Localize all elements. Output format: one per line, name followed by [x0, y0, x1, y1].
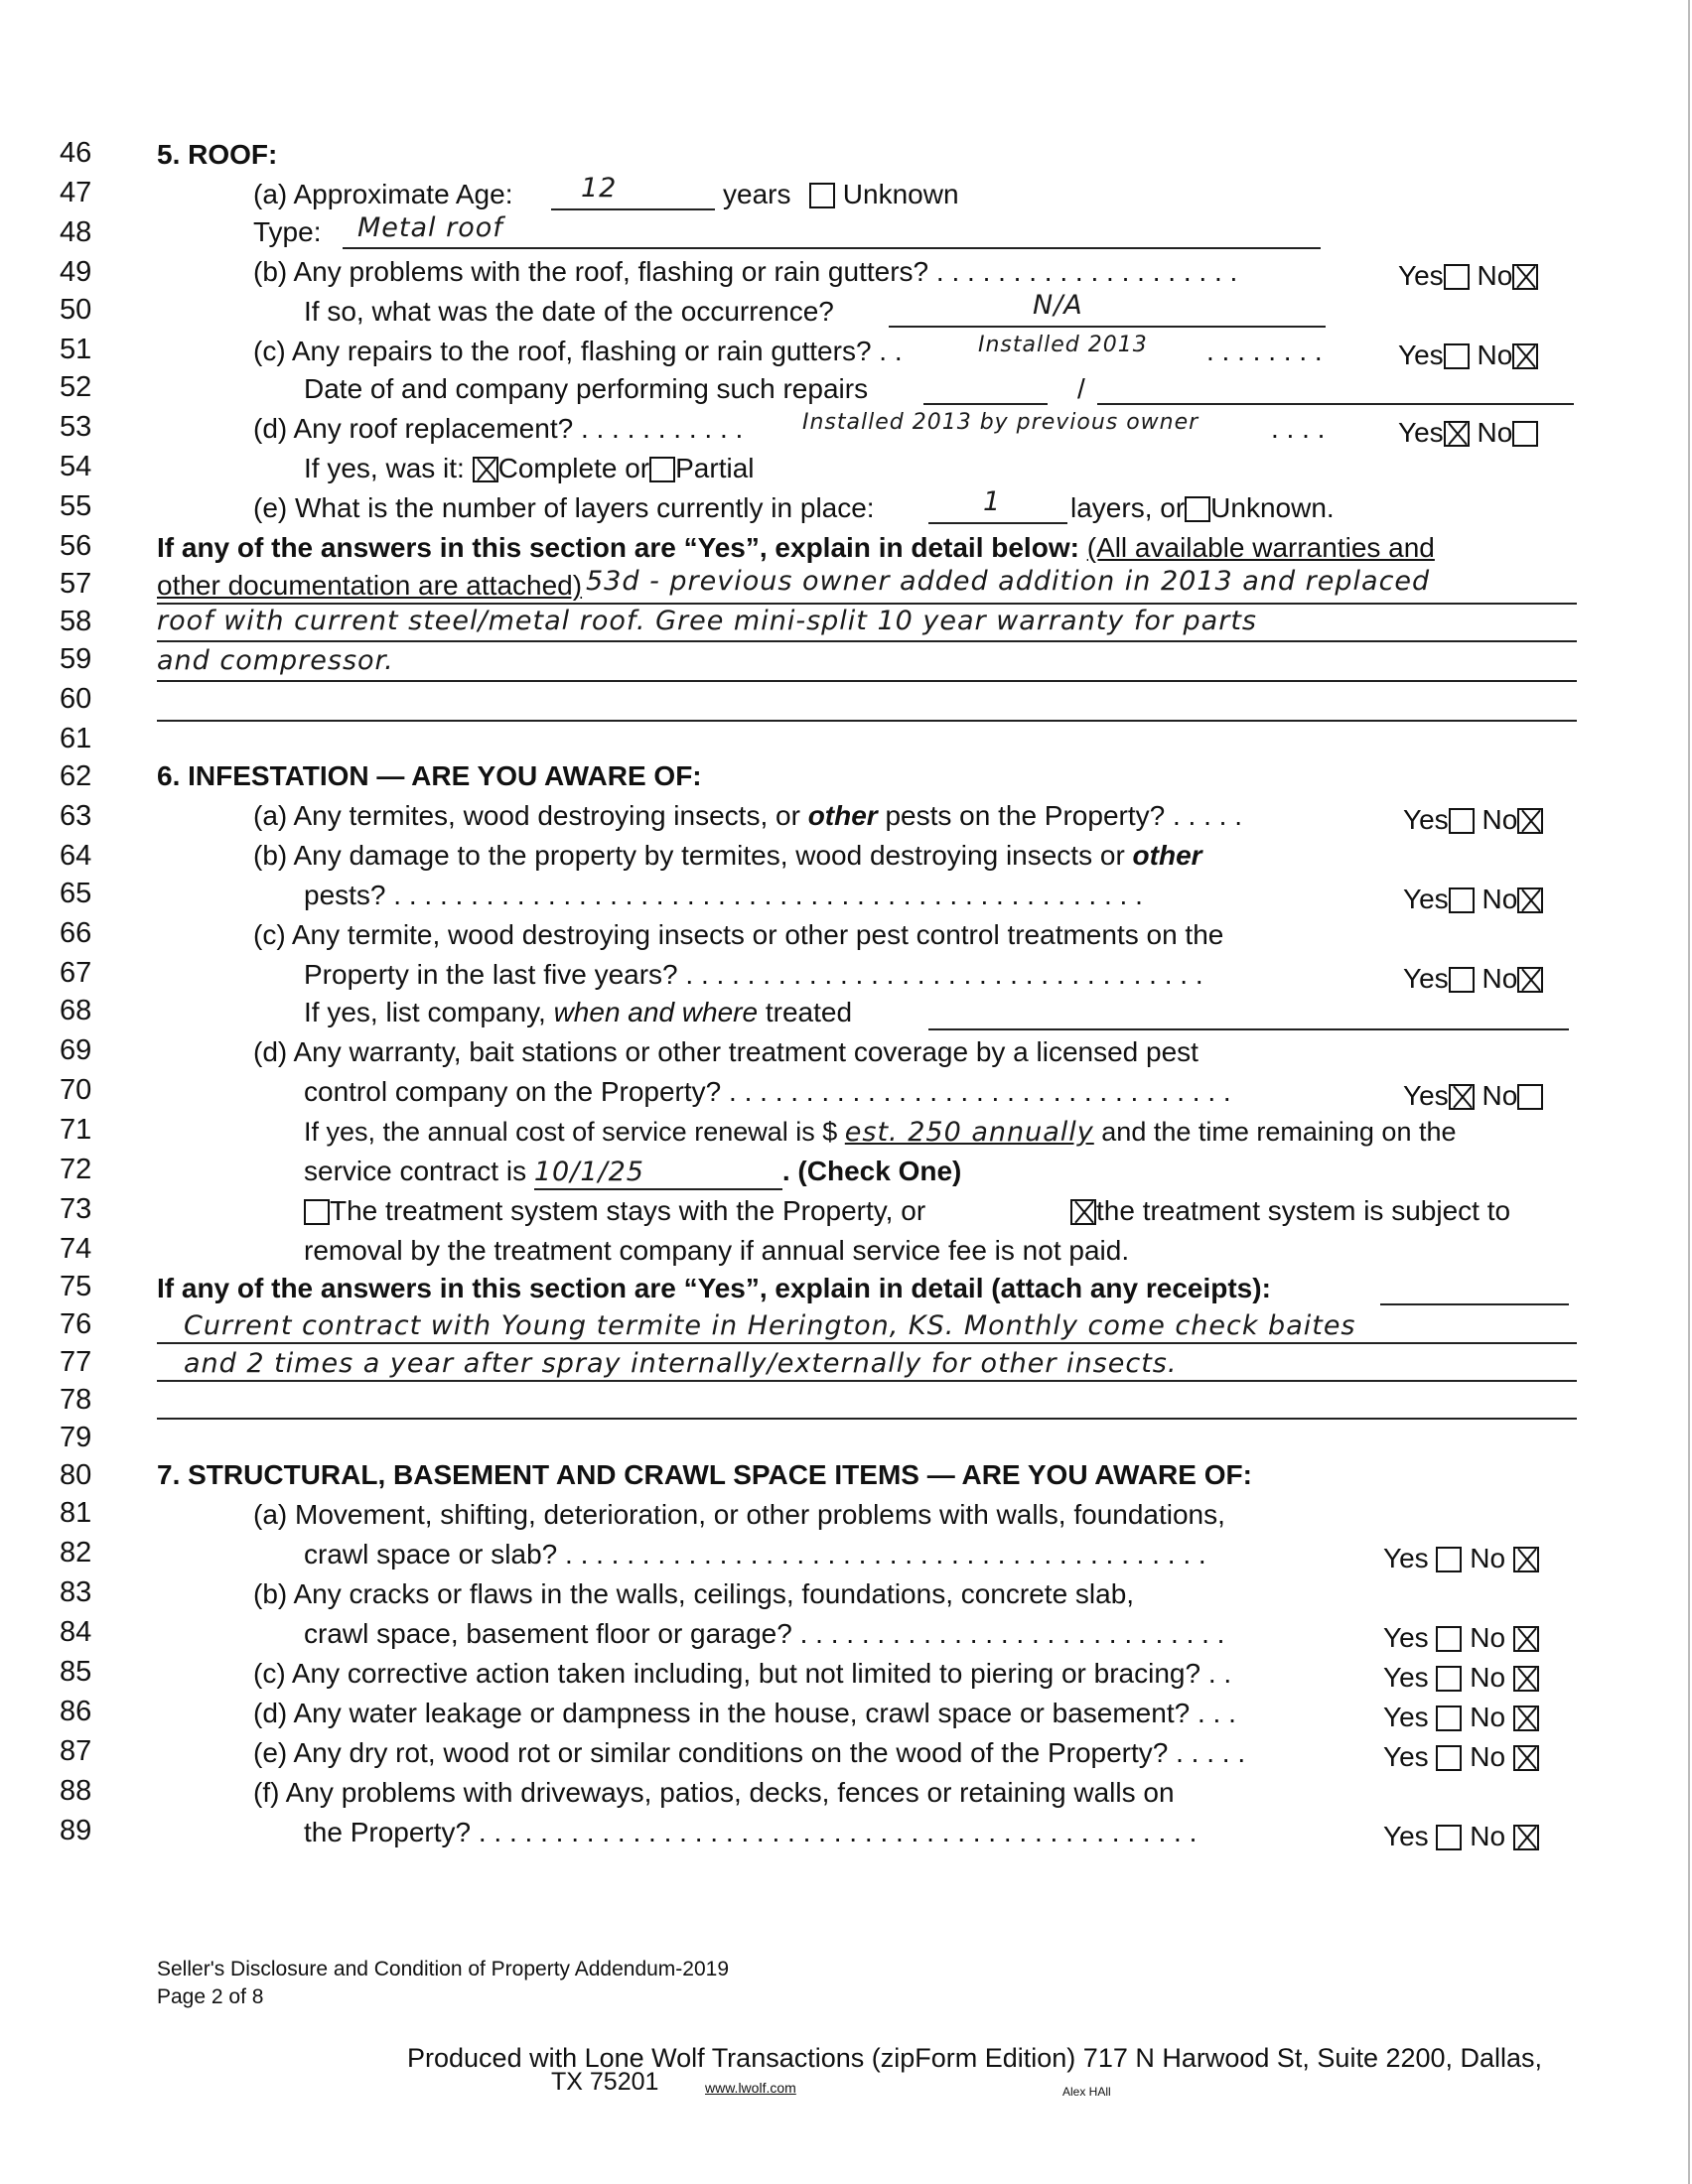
roof-age-unknown-label: Unknown [842, 179, 959, 209]
line-number: 69 [60, 1034, 92, 1066]
structural-e-yes-no: Yes No [1383, 1737, 1539, 1777]
roof-e-value[interactable]: 1 [983, 486, 1002, 517]
infestation-explain-hand-2[interactable]: and 2 times a year after spray internally/externally for other insects. [184, 1348, 1178, 1379]
roof-complete-checkbox[interactable] [473, 457, 498, 482]
infestation-d-no-checkbox[interactable] [1517, 1084, 1543, 1110]
structural-a-no-checkbox[interactable] [1513, 1547, 1539, 1572]
roof-d-dots: . . . . [1271, 413, 1326, 444]
infestation-c-yes-checkbox[interactable] [1449, 967, 1475, 993]
structural-heading: 7. STRUCTURAL, BASEMENT AND CRAWL SPACE ITEMS — ARE YOU AWARE OF: [157, 1459, 1252, 1490]
page-edge-rule [1688, 0, 1690, 2184]
structural-b-no-checkbox[interactable] [1513, 1626, 1539, 1652]
line-number: 68 [60, 995, 92, 1026]
line-number: 81 [60, 1497, 92, 1529]
roof-b-yes-no: Yes No [1398, 256, 1538, 296]
roof-age-label: (a) Approximate Age: [253, 179, 513, 209]
line-number: 55 [60, 490, 92, 522]
line-number: 88 [60, 1775, 92, 1807]
infestation-a-yes-checkbox[interactable] [1449, 808, 1475, 834]
infestation-d-yes-checkbox[interactable] [1449, 1084, 1475, 1110]
roof-explain-hand-1[interactable]: 53d - previous owner added addition in 2013 and replaced [586, 566, 1431, 597]
roof-d-yes-no: Yes No [1398, 413, 1538, 453]
line-number: 58 [60, 606, 92, 637]
structural-b-line-2: crawl space, basement floor or garage? . . . . . . . . . . . . . . . . . . . . . . . . . . . . [304, 1618, 1225, 1649]
line-number: 86 [60, 1696, 92, 1727]
roof-partial-label: Partial [675, 453, 755, 483]
infestation-a-no-checkbox[interactable] [1517, 808, 1543, 834]
infestation-a-question: (a) Any termites, wood destroying insects, or other pests on the Property? . . . . . [253, 800, 1242, 831]
roof-years-label: years [723, 179, 791, 209]
infestation-d-contract-value[interactable]: 10/1/25 [534, 1157, 782, 1190]
infestation-heading: 6. INFESTATION — ARE YOU AWARE OF: [157, 760, 702, 791]
infestation-c-company-line [928, 1028, 1569, 1030]
roof-e-unknown-label: Unknown. [1210, 492, 1335, 523]
line-number: 65 [60, 878, 92, 909]
roof-heading: 5. ROOF: [157, 139, 278, 170]
line-number: 79 [60, 1422, 92, 1453]
roof-c-note: Installed 2013 [978, 333, 1148, 357]
line-number: 53 [60, 411, 92, 443]
line-number: 72 [60, 1154, 92, 1185]
line-number: 77 [60, 1346, 92, 1378]
line-number: 50 [60, 294, 92, 326]
infestation-c-question: (c) Any termite, wood destroying insects or other pest control treatments on the [253, 919, 1224, 950]
roof-b-sub: If so, what was the date of the occurrence? [304, 296, 834, 327]
structural-f-no-checkbox[interactable] [1513, 1825, 1539, 1850]
roof-partial-checkbox[interactable] [649, 457, 675, 482]
roof-c-sub: Date of and company performing such repairs [304, 373, 869, 404]
line-number: 59 [60, 643, 92, 675]
infestation-d-line-3: If yes, the annual cost of service renewal is $ est. 250 annually and the time remaining on the [304, 1117, 1457, 1148]
infestation-c-line-3: If yes, list company, when and where treated [304, 997, 853, 1027]
structural-e-question: (e) Any dry rot, wood rot or similar conditions on the wood of the Property? . . . . . [253, 1737, 1246, 1768]
line-number: 60 [60, 683, 92, 715]
structural-a-line-2: crawl space or slab? . . . . . . . . . . . . . . . . . . . . . . . . . . . . . . . . . . . . . . . . . . [304, 1539, 1206, 1570]
structural-f-yes-checkbox[interactable] [1436, 1825, 1462, 1850]
structural-b-question: (b) Any cracks or flaws in the walls, ceilings, foundations, concrete slab, [253, 1578, 1135, 1609]
line-number: 85 [60, 1656, 92, 1688]
roof-complete-label: Complete or [497, 453, 650, 483]
roof-d-no-checkbox[interactable] [1512, 421, 1538, 447]
roof-b-no-checkbox[interactable] [1512, 264, 1538, 290]
line-number: 49 [60, 256, 92, 288]
line-number: 70 [60, 1074, 92, 1106]
line-number: 48 [60, 216, 92, 248]
structural-e-yes-checkbox[interactable] [1436, 1745, 1462, 1771]
structural-c-question: (c) Any corrective action taken including, but not limited to piering or bracing? . . [253, 1658, 1232, 1689]
infestation-a-yes-no: Yes No [1403, 800, 1543, 840]
footer-agent-name: Alex HAll [1062, 2085, 1111, 2099]
roof-type-value[interactable]: Metal roof [357, 212, 503, 243]
roof-c-yes-checkbox[interactable] [1444, 343, 1470, 369]
line-number: 46 [60, 137, 92, 169]
infestation-c-line-2: Property in the last five years? . . . . . . . . . . . . . . . . . . . . . . . . . . . . . . . . . . [304, 959, 1203, 990]
infestation-explain: If any of the answers in this section are “Yes”, explain in detail (attach any receipts): [157, 1273, 1271, 1303]
structural-d-no-checkbox[interactable] [1513, 1706, 1539, 1731]
line-number: 52 [60, 371, 92, 403]
roof-c-question: (c) Any repairs to the roof, flashing or rain gutters? . . [253, 336, 903, 366]
roof-age-line [551, 208, 715, 210]
structural-b-yes-checkbox[interactable] [1436, 1626, 1462, 1652]
structural-a-question: (a) Movement, shifting, deterioration, or other problems with walls, foundations, [253, 1499, 1225, 1530]
line-number: 67 [60, 957, 92, 989]
infestation-d-line-4: service contract is 10/1/25 . (Check One) [304, 1152, 961, 1191]
line-number: 66 [60, 917, 92, 949]
roof-age-value[interactable]: 12 [581, 173, 618, 204]
structural-a-yes-checkbox[interactable] [1436, 1547, 1462, 1572]
structural-c-yes-no: Yes No [1383, 1658, 1539, 1698]
roof-age-unknown[interactable] [809, 175, 959, 214]
line-number: 71 [60, 1114, 92, 1146]
roof-explain-rule-3 [157, 680, 1577, 682]
line-number: 73 [60, 1193, 92, 1225]
line-number: 75 [60, 1271, 92, 1302]
line-number: 82 [60, 1537, 92, 1569]
roof-explain-rule-4 [157, 720, 1577, 722]
line-number: 51 [60, 334, 92, 365]
infestation-d-line-2: control company on the Property? . . . . . . . . . . . . . . . . . . . . . . . . . . . . . . . . . [304, 1076, 1231, 1107]
footer-page-number: Page 2 of 8 [157, 1985, 264, 2008]
structural-d-yes-no: Yes No [1383, 1698, 1539, 1737]
roof-c-no-checkbox[interactable] [1512, 343, 1538, 369]
infestation-d-line-6: removal by the treatment company if annual service fee is not paid. [304, 1235, 1130, 1266]
infestation-b-yes-no: Yes No [1403, 880, 1543, 919]
infestation-b-no-checkbox[interactable] [1517, 887, 1543, 913]
line-number: 74 [60, 1233, 92, 1265]
infestation-b-line-2: pests? . . . . . . . . . . . . . . . . . . . . . . . . . . . . . . . . . . . . . . . . . . . . . . . . . [304, 880, 1143, 910]
roof-explain-line-2: other documentation are attached) [157, 570, 583, 601]
line-number: 54 [60, 451, 92, 482]
treatment-stays-checkbox[interactable] [304, 1199, 330, 1225]
structural-d-yes-checkbox[interactable] [1436, 1706, 1462, 1731]
footer-produced-city: TX 75201 [551, 2068, 659, 2096]
line-number: 47 [60, 177, 92, 208]
line-number: 57 [60, 568, 92, 600]
footer-form-name: Seller's Disclosure and Condition of Property Addendum-2019 [157, 1958, 730, 1980]
structural-c-no-checkbox[interactable] [1513, 1666, 1539, 1692]
roof-c-yes-no: Yes No [1398, 336, 1538, 375]
infestation-explain-rule-0 [1380, 1303, 1569, 1305]
line-number: 64 [60, 840, 92, 872]
roof-d-sub: If yes, was it: Complete or Partial [304, 453, 755, 483]
line-number: 63 [60, 800, 92, 832]
infestation-b-question: (b) Any damage to the property by termites, wood destroying insects or other [253, 840, 1202, 871]
roof-explain-line-1: If any of the answers in this section are “Yes”, explain in detail below: (All available warranties and [157, 532, 1435, 563]
line-number: 89 [60, 1815, 92, 1846]
roof-b-question: (b) Any problems with the roof, flashing or rain gutters? . . . . . . . . . . . . . . . . . . . . [253, 256, 1238, 287]
structural-f-yes-no: Yes No [1383, 1817, 1539, 1856]
line-number: 62 [60, 760, 92, 792]
roof-b-yes-checkbox[interactable] [1444, 264, 1470, 290]
roof-d-question: (d) Any roof replacement? . . . . . . . . . . . [253, 413, 744, 444]
line-number: 87 [60, 1735, 92, 1767]
roof-c-dots: . . . . . . . . [1206, 336, 1323, 366]
roof-d-yes-checkbox[interactable] [1444, 421, 1470, 447]
infestation-c-no-checkbox[interactable] [1517, 967, 1543, 993]
infestation-d-question: (d) Any warranty, bait stations or other treatment coverage by a licensed pest [253, 1036, 1198, 1067]
roof-explain-hand-3[interactable]: and compressor. [157, 645, 394, 676]
line-number: 83 [60, 1576, 92, 1608]
infestation-d-cost-value[interactable]: est. 250 annually [844, 1117, 1094, 1148]
roof-d-note: Installed 2013 by previous owner [802, 410, 1199, 435]
roof-e-line [928, 522, 1067, 524]
treatment-removal-checkbox[interactable] [1070, 1199, 1096, 1225]
roof-type-label: Type: [253, 216, 322, 247]
line-number: 78 [60, 1384, 92, 1416]
structural-c-yes-checkbox[interactable] [1436, 1666, 1462, 1692]
infestation-b-yes-checkbox[interactable] [1449, 887, 1475, 913]
infestation-c-yes-no: Yes No [1403, 959, 1543, 999]
roof-e-layers: layers, or Unknown. [1070, 492, 1335, 523]
structural-b-yes-no: Yes No [1383, 1618, 1539, 1658]
infestation-explain-rule-2 [157, 1380, 1577, 1382]
structural-e-no-checkbox[interactable] [1513, 1745, 1539, 1771]
infestation-d-line-5b: the treatment system is subject to [1070, 1191, 1510, 1231]
roof-e-question: (e) What is the number of layers currently in place: [253, 492, 875, 523]
roof-e-unknown-checkbox[interactable] [1185, 496, 1210, 522]
roof-c-slash: / [1077, 373, 1085, 404]
infestation-d-yes-no: Yes No [1403, 1076, 1543, 1116]
line-number: 80 [60, 1459, 92, 1491]
footer-produced-by: Produced with Lone Wolf Transactions (zipForm Edition) 717 N Harwood St, Suite 2200, Dallas, [407, 2043, 1543, 2073]
structural-d-question: (d) Any water leakage or dampness in the house, crawl space or basement? . . . [253, 1698, 1236, 1728]
structural-a-yes-no: Yes No [1383, 1539, 1539, 1578]
footer-url-link[interactable]: www.lwolf.com [705, 2080, 796, 2096]
infestation-explain-hand-1[interactable]: Current contract with Young termite in Herington, KS. Monthly come check baites [184, 1310, 1356, 1341]
roof-explain-hand-2[interactable]: roof with current steel/metal roof. Gree mini-split 10 year warranty for parts [157, 606, 1257, 636]
roof-age-unknown-checkbox[interactable] [809, 183, 835, 208]
line-number: 76 [60, 1308, 92, 1340]
structural-f-line-2: the Property? . . . . . . . . . . . . . . . . . . . . . . . . . . . . . . . . . . . . . . . . . . . . . . . [304, 1817, 1198, 1847]
infestation-explain-rule-3 [157, 1418, 1577, 1420]
roof-b-date-value[interactable]: N/A [1033, 290, 1083, 321]
structural-f-question: (f) Any problems with driveways, patios, decks, fences or retaining walls on [253, 1777, 1175, 1808]
infestation-d-line-5: The treatment system stays with the Property, or [304, 1191, 925, 1231]
line-number: 84 [60, 1616, 92, 1648]
line-number: 61 [60, 723, 92, 754]
line-number: 56 [60, 530, 92, 562]
